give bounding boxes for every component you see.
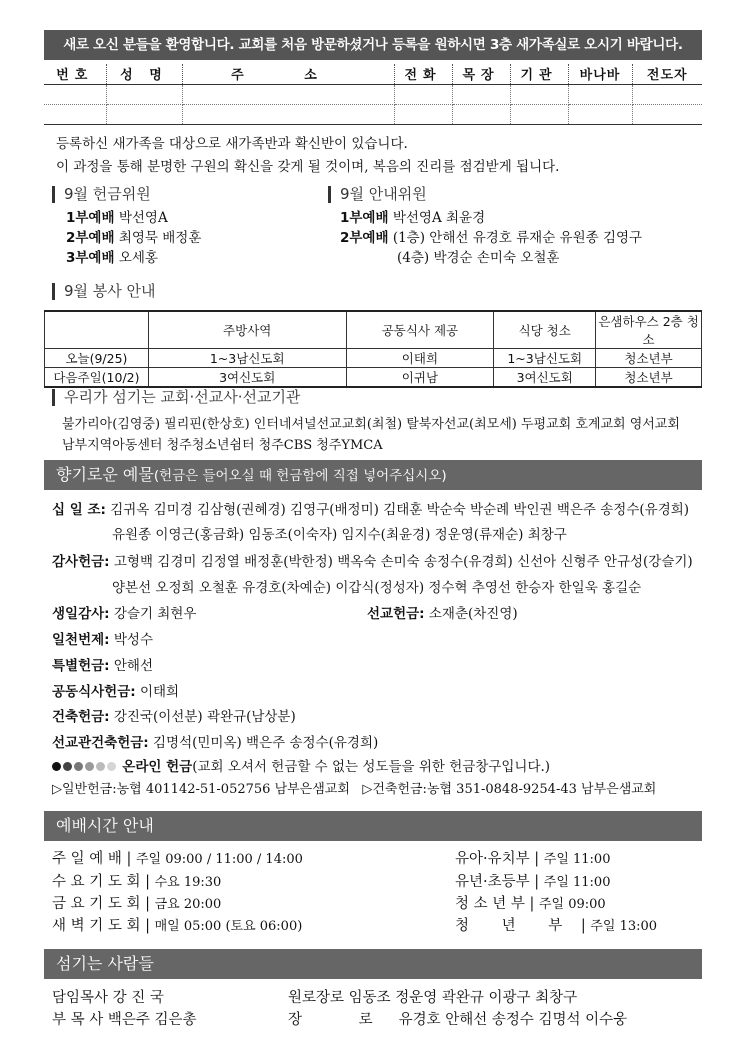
input-cell[interactable] [182,84,394,104]
worship-time-row: 금 요 기 도 회 | 금요 20:00 [52,896,222,912]
header-barnabas: 바나바 [568,64,632,84]
input-cell[interactable] [510,104,568,124]
registration-table [44,64,702,125]
input-cell[interactable] [106,104,182,124]
input-cell[interactable] [394,84,452,104]
service-guide-title: 9월 봉사 안내 [52,283,156,300]
worship-time-row: 주 일 예 배 | 주일 09:00 / 11:00 / 14:00 [52,851,303,867]
mission-building-row: 선교관건축헌금: 김명석(민미옥) 백은주 송정수(유경희) [52,735,379,751]
tithe-row-2: 유원종 이영근(홍금화) 임동조(이숙자) 임지수(최윤경) 정운영(류재순) 최창구 [112,527,567,543]
table-row: 오늘(9/25) 1~3남신도회 이태희 1~3남신도회 청소년부 [45,349,702,368]
welcome-banner: 새로 오신 분들을 환영합니다. 교회를 처음 방문하셨거나 등록을 원하시면 3층 새가족실로 오시기 바랍니다. [44,30,702,60]
offering-committee-row: 2부예배 최영묵 배정훈 [66,230,202,246]
first-offering-row: 일천번제: 박성수 [52,632,153,648]
offering-committee-row: 1부예배 박선영A [66,210,168,226]
header-department: 기관 [510,64,568,84]
guide-committee-row: 1부예배 박선영A 최윤경 [340,210,486,226]
thanks-row: 감사헌금: 고형백 김경미 김정열 배정훈(박한정) 백옥숙 손미숙 송정수(유경희) 신선아 신형주 안규성(강슬기) [52,554,693,570]
input-cell[interactable] [510,84,568,104]
input-cell[interactable] [106,84,182,104]
elders-row-2: 장 로유경호 안해선 송정수 김명석 이수웅 [288,1012,628,1028]
input-cell[interactable] [44,84,106,104]
special-offering-row: 특별헌금: 안해선 [52,658,153,674]
servants-header: 섬기는 사람들 [44,949,702,979]
table-row: 다음주일(10/2) 3여신도회 이귀남 3여신도회 청소년부 [45,368,702,388]
header-phone: 전화 [394,64,452,84]
header-evangelist: 전도자 [632,64,702,84]
input-cell[interactable] [44,104,106,124]
worship-times-header: 예배시간 안내 [44,811,702,841]
registration-note-2: 이 과정을 통해 분명한 구원의 확신을 갖게 될 것이며, 복음의 진리를 점검받게 됩니다. [56,159,560,175]
input-cell[interactable] [182,104,394,124]
elders-row: 원로장로 임동조 정운영 곽완규 이광구 최창구 [288,990,578,1006]
header-cell: 목장 [452,64,510,84]
worship-time-row: 유년·초등부 | 주일 11:00 [455,874,611,890]
service-guide-table [44,310,702,388]
worship-time-row: 청 년 부 | 주일 13:00 [455,918,658,934]
input-cell[interactable] [452,84,510,104]
header-name: 성 명 [106,64,182,84]
guide-committee-title: 9월 안내위원 [328,186,427,203]
registration-note-1: 등록하신 새가족을 대상으로 새가족반과 확신반이 있습니다. [56,136,408,152]
header-number: 번호 [44,64,106,84]
associate-pastor-row: 부 목 사 백은주 김은총 [52,1012,197,1028]
online-offering-row: 온라인 헌금(교회 오셔서 헌금할 수 없는 성도들을 위한 헌금창구입니다.) [52,755,550,775]
table-row [44,104,702,124]
dots-icon [52,759,118,775]
thanks-row-2: 양본선 오정희 오철훈 유경호(차예순) 이갑식(정성자) 정수혁 추영선 한승자 한일욱 홍길순 [112,580,642,596]
meal-offering-row: 공동식사헌금: 이태희 [52,684,180,700]
input-cell[interactable] [632,104,702,124]
input-cell[interactable] [632,84,702,104]
account-row: ▷일반헌금:농협 401142-51-052756 남부은샘교회 ▷건축헌금:농협 351-0848-9254-43 남부은샘교회 [52,782,657,797]
missions-line-2: 남부지역아동센터 청주청소년쉼터 청주CBS 청주YMCA [62,438,383,453]
mission-offering-row: 선교헌금: 소재춘(차진영) [367,606,518,622]
input-cell[interactable] [568,84,632,104]
offerings-header: 향기로운 예물(헌금은 들어오실 때 헌금함에 직접 넣어주십시오) [44,460,702,490]
input-cell[interactable] [568,104,632,124]
worship-time-row: 유아·유치부 | 주일 11:00 [455,851,611,867]
missions-title: 우리가 섬기는 교회·선교사·선교기관 [52,389,300,406]
guide-committee-row: (4층) 박경순 손미숙 오철훈 [397,250,560,266]
table-row [44,84,702,104]
input-cell[interactable] [394,104,452,124]
missions-line-1: 불가리아(김영중) 필리핀(한상호) 인터네셔널선교교회(최철) 탈북자선교(최모세) 두평교회 호계교회 영서교회 [62,417,680,432]
registration-header-row [44,64,702,84]
worship-time-row: 청 소 년 부 | 주일 09:00 [455,896,606,912]
worship-time-row: 새 벽 기 도 회 | 매일 05:00 (토요 06:00) [52,918,303,934]
birthday-row: 생일감사: 강슬기 최현우 [52,606,197,622]
senior-pastor-row: 담임목사 강 진 국 [52,990,164,1006]
tithe-row: 십 일 조: 김귀옥 김미경 김삼형(권혜경) 김영구(배정미) 김태훈 박순숙 박순례 박인권 백은주 송정수(유경희) [52,502,690,518]
worship-time-row: 수 요 기 도 회 | 수요 19:30 [52,874,222,890]
building-offering-row: 건축헌금: 강진국(이선분) 곽완규(남상분) [52,709,296,725]
offering-committee-row: 3부예배 오세홍 [66,250,158,266]
guide-committee-row: 2부예배 (1층) 안해선 유경호 류재순 유원종 김영구 [340,230,643,246]
input-cell[interactable] [452,104,510,124]
offering-committee-title: 9월 헌금위원 [52,186,151,203]
header-address: 주 소 [182,64,394,84]
service-guide-header-row: 주방사역 공동식사 제공 식당 청소 은샘하우스 2층 청소 [45,311,702,349]
